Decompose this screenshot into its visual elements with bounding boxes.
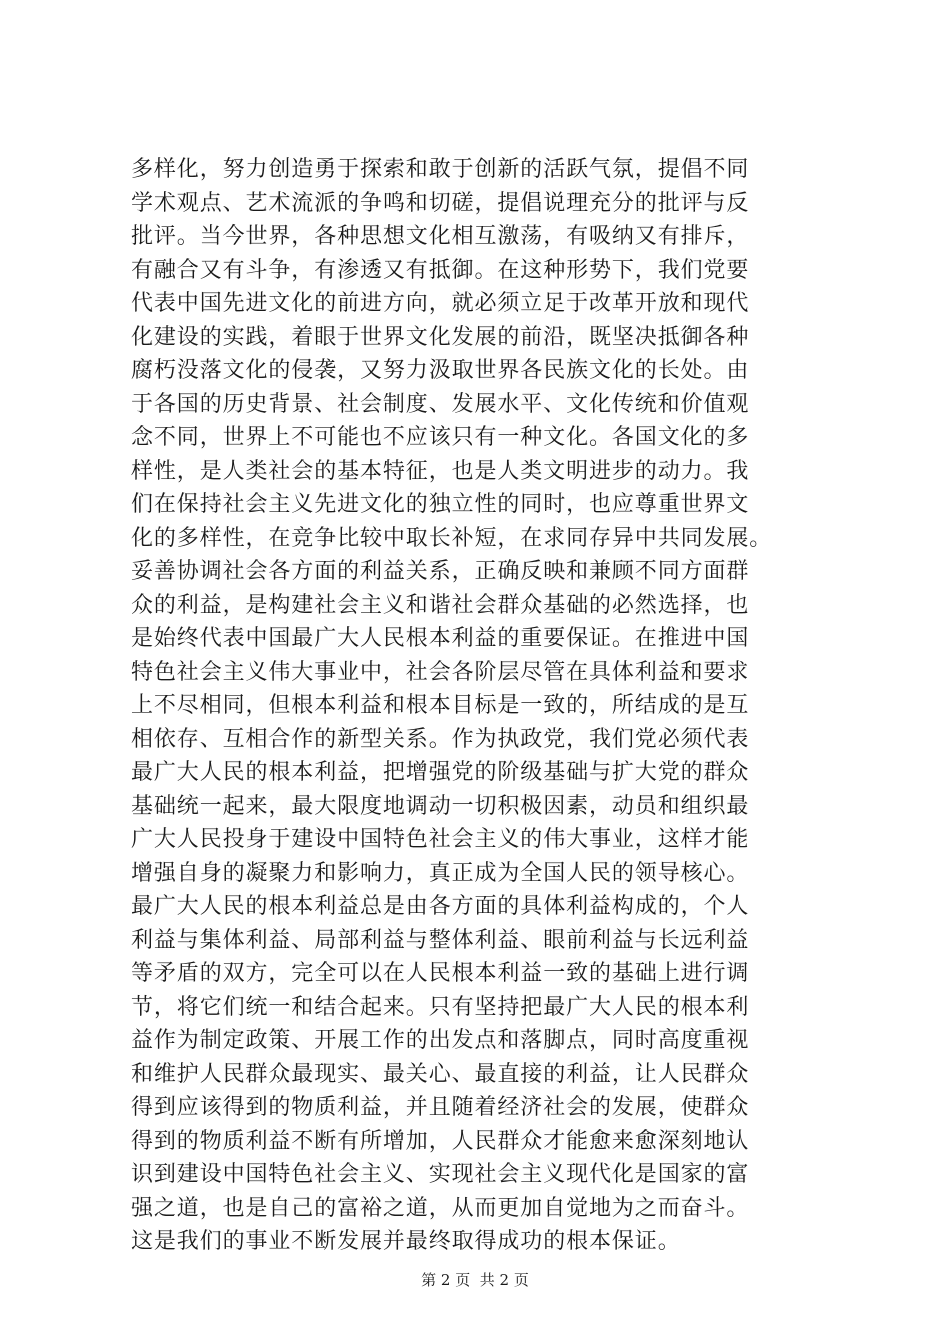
text-line: 念不同，世界上不可能也不应该只有一种文化。各国文化的多 (131, 425, 750, 450)
text-line: 利益与集体利益、局部利益与整体利益、眼前利益与长远利益 (131, 927, 750, 953)
text-line: 化建设的实践，着眼于世界文化发展的前沿，既坚决抵御各种 (131, 324, 750, 350)
text-line: 特色社会主义伟大事业中，社会各阶层尽管在具体利益和要求 (131, 659, 750, 685)
text-line: 识到建设中国特色社会主义、实现社会主义现代化是国家的富 (131, 1162, 750, 1187)
text-line: 们在保持社会主义先进文化的独立性的同时，也应尊重世界文 (131, 492, 750, 517)
text-line: 多样化，努力创造勇于探索和敢于创新的活跃气氛，提倡不同 (131, 157, 750, 182)
text-line: 最广大人民的根本利益，把增强党的阶级基础与扩大党的群众 (131, 760, 750, 785)
text-line: 相依存、互相合作的新型关系。作为执政党，我们党必须代表 (131, 726, 750, 752)
page-footer: 第 2 页 共 2 页 (421, 1271, 529, 1289)
text-line: 益作为制定政策、开展工作的出发点和落脚点，同时高度重视 (131, 1028, 750, 1053)
text-line: 强之道，也是自己的富裕之道，从而更加自觉地为之而奋斗。 (131, 1195, 750, 1221)
text-line: 节，将它们统一和结合起来。只有坚持把最广大人民的根本利 (131, 994, 750, 1020)
text-line: 批评。当今世界，各种思想文化相互激荡，有吸纳又有排斥， (131, 224, 750, 249)
text-line: 代表中国先进文化的前进方向，就必须立足于改革开放和现代 (131, 291, 750, 316)
text-line: 这是我们的事业不断发展并最终取得成功的根本保证。 (131, 1229, 681, 1254)
text-line: 上不尽相同，但根本利益和根本目标是一致的，所结成的是互 (131, 693, 750, 718)
text-line: 最广大人民的根本利益总是由各方面的具体利益构成的，个人 (131, 894, 750, 919)
body-text (131, 153, 831, 1259)
text-line: 广大人民投身于建设中国特色社会主义的伟大事业，这样才能 (131, 827, 750, 852)
text-line: 众的利益，是构建社会主义和谐社会群众基础的必然选择，也 (131, 592, 750, 618)
text-line: 腐朽没落文化的侵袭，又努力汲取世界各民族文化的长处。由 (131, 358, 750, 383)
text-line: 基础统一起来，最大限度地调动一切积极因素，动员和组织最 (131, 793, 750, 819)
text-line: 妥善协调社会各方面的利益关系，正确反映和兼顾不同方面群 (131, 559, 750, 584)
text-line: 学术观点、艺术流派的争鸣和切磋，提倡说理充分的批评与反 (131, 190, 750, 216)
text-line: 得到应该得到的物质利益，并且随着经济社会的发展，使群众 (131, 1095, 750, 1120)
text-line: 是始终代表中国最广大人民根本利益的重要保证。在推进中国 (131, 626, 750, 651)
text-line: 于各国的历史背景、社会制度、发展水平、文化传统和价值观 (131, 391, 750, 417)
text-line: 等矛盾的双方，完全可以在人民根本利益一致的基础上进行调 (131, 961, 750, 986)
text-line: 化的多样性，在竞争比较中取长补短，在求同存异中共同发展。 (131, 525, 773, 551)
text-line: 增强自身的凝聚力和影响力，真正成为全国人民的领导核心。 (131, 860, 750, 886)
text-line: 和维护人民群众最现实、最关心、最直接的利益，让人民群众 (131, 1061, 750, 1087)
text-line: 样性，是人类社会的基本特征，也是人类文明进步的动力。我 (131, 458, 750, 484)
text-line: 得到的物质利益不断有所增加，人民群众才能愈来愈深刻地认 (131, 1128, 750, 1154)
text-line: 有融合又有斗争，有渗透又有抵御。在这种形势下，我们党要 (131, 257, 750, 283)
